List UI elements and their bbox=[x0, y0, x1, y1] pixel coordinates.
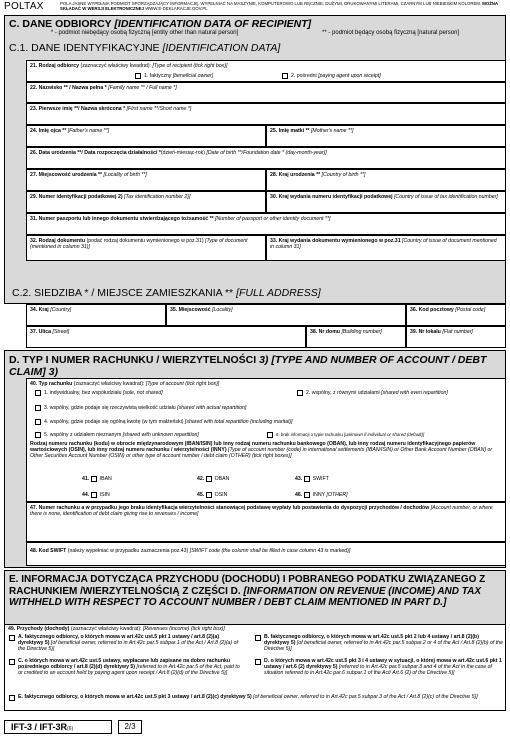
checkbox[interactable] bbox=[35, 390, 41, 396]
field-24-father-name[interactable]: 24. Imię ojca ** [Father's name **] bbox=[26, 125, 266, 147]
checkbox[interactable] bbox=[282, 73, 288, 79]
section-c-notes bbox=[5, 30, 505, 37]
note-natural: ** - podmiot będący osobą fizyczną [natural person] bbox=[322, 30, 460, 36]
checkbox[interactable] bbox=[9, 659, 15, 665]
revenue-option-a[interactable]: A. faktycznego odbiorcy, o których mowa w art.42c ust.5 pkt 1 ustawy / art.8 (2)(a) dyrektywy 5) [of beneficial owner, referred to in Art.42c par.5 subpar.1 of the Act / Art.8 (2)(a) of the Directive 5)] bbox=[9, 634, 245, 652]
checkbox[interactable] bbox=[135, 73, 141, 79]
footer bbox=[4, 720, 506, 736]
section-d-title: D. TYP I NUMER RACHUNKU / WIERZYTELNOŚCI 3) [TYPE AND NUMBER OF ACCOUNT / DEBT CLAIM] 3) bbox=[9, 354, 487, 378]
recipient-beneficial-option[interactable]: 1. faktyczny [beneficial owner] bbox=[135, 73, 213, 79]
code-43-swift[interactable]: 43. SWIFT bbox=[295, 476, 329, 482]
checkbox[interactable] bbox=[255, 635, 261, 641]
code-44-isin[interactable]: 44. ISIN bbox=[82, 492, 110, 498]
code-41-iban[interactable]: 41. IBAN bbox=[82, 476, 112, 482]
page-number: 2/3 bbox=[118, 720, 142, 734]
field-21-recipient-type: 21. Rodzaj odbiorcy (zaznaczyć właściwy kwadrat): [Type of recipient (tick right box)] 1. faktyczny [beneficial owner] 2. pośredni [paying agent upon receipt] bbox=[26, 60, 506, 82]
account-type-option-4[interactable]: 4. wspólny, gdzie podaje się ogólną kwotę (w tym małżeński) [shared with total repartition (including marital)] bbox=[35, 419, 292, 425]
field-25-mother-name[interactable]: 25. Imię matki ** [Mother's name **] bbox=[266, 125, 506, 147]
field-22-family-name[interactable]: 22. Nazwisko ** / Nazwa pełna * [Family name ** / Full name *] bbox=[26, 82, 506, 103]
field-34-country[interactable]: 34. Kraj [Country] bbox=[26, 304, 166, 326]
field-36-postal-code[interactable]: 36. Kod pocztowy [Postal code] bbox=[406, 304, 506, 326]
note-entity: * - podmiot niebędący osobą fizyczną [entity other than natural person] bbox=[50, 30, 239, 36]
checkbox[interactable] bbox=[91, 476, 97, 482]
field-47-account-number[interactable]: 47. Numer rachunku a w przypadku jego braku identyfikacja wierzytelności stanowiącej podstawę wypłaty lub postawienia do dyspozycji przychodów / dochodów [Account number, or where there is none, identification of debt claim giving rise to revenues / income] bbox=[26, 502, 506, 542]
field-27-locality-of-birth[interactable]: 27. Miejscowość urodzenia ** [Locality of birth **] bbox=[26, 169, 266, 191]
form-id: IFT-3 / IFT-3R(6) bbox=[4, 720, 112, 734]
code-45-osin[interactable]: 45. OSIN bbox=[197, 492, 228, 498]
header-note: POLA JASNE WYPEŁNIA PODMIOT SPORZĄDZAJĄCY INFORMACJĘ, WYPEŁNIAĆ NA MASZYNIE, KOMPUTEROWO LUB RĘCZNIE, DUŻYMI, DRUKOWANYMI LITERAMI, CZARNYM LUB NIEBIESKIM KOLOREM. bbox=[60, 1, 482, 6]
revenue-option-d[interactable]: D. o których mowa w art.42c ust.5 pkt 3 i 4 ustawy w sytuacji, o której mowa w art.42c ust.6 pkt 1 ustawy / art.6 (2) dyrektywy 5) [referred to in Art.42c par.5 subpar.3 and 4 of the Act in the case of situation referred to in Art.42c par.6 subpar.1 of the Act/ Art.6 (2) of the Directive 5)] bbox=[255, 658, 503, 676]
account-type-option-5[interactable]: 5. wspólny z udziałem nieznanym [shared with unknown repartition] bbox=[35, 432, 199, 438]
field-26-date-of-birth[interactable]: 26. Data urodzenia **/ Data rozpoczęcia działalności *(dzień-miesiąc-rok) [Date of birth **/Foundation date * (day-month-year)] bbox=[26, 147, 506, 169]
code-46-other[interactable]: 46. INNY [OTHER] bbox=[295, 492, 348, 498]
field-39-flat-number[interactable]: 39. Nr lokalu [Flat number] bbox=[406, 326, 506, 348]
header-instructions bbox=[60, 1, 506, 11]
header-note-electronic: MOŻNA SKŁADAĆ W WERSJI ELEKTRONICZNEJ bbox=[60, 1, 498, 12]
checkbox[interactable] bbox=[206, 476, 212, 482]
checkbox[interactable] bbox=[297, 390, 303, 396]
revenue-option-c[interactable]: C. o których mowa w art.42c ust.5 ustawy, wypłacane lub zapisane na dobro rachunku pośredniego odbiorcy / art.8 (2)(d) dyrektywy 5) [referred to in Art.42c par.5 of the Act, paid to or credited to an account held by paying agent upon receipt / Art.8 (2)(d) of the Directive 5)] bbox=[9, 658, 245, 676]
field-37-street[interactable]: 37. Ulica [Street] bbox=[26, 326, 306, 348]
account-type-option-1[interactable]: 1. indywidualny, bez współudziału [sole, not shared] bbox=[35, 390, 163, 396]
section-c1-title: C.1. DANE IDENTYFIKACYJNE [IDENTIFICATION DATA] bbox=[9, 42, 281, 54]
account-type-option-6[interactable]: 6. brak informacji o typie rachunku [unknown if individual or shared (default)] bbox=[267, 432, 424, 438]
section-c-title: C. DANE ODBIORCY [IDENTIFICATION DATA OF RECIPIENT] bbox=[9, 18, 312, 30]
account-type-option-3[interactable]: 3. wspólny, gdzie podaje się rzeczywistą wielkość udziału [shared with actual repartition] bbox=[35, 405, 246, 411]
field-38-building-number[interactable]: 38. Nr domu [Building number] bbox=[306, 326, 406, 348]
checkbox[interactable] bbox=[206, 492, 212, 498]
field-49-revenues: 49. Przychody (dochody) (zaznaczyć właściwy kwadrat): [Revenues (income) (tick right box)] A. faktycznego odbiorcy, o których mowa w art.42c ust.5 pkt 1 ustawy / art.8 (2)(a) dyrektywy 5) [of beneficial owner, referred to in Art.42c par.5 subpar.1 of the Act / Art.8 (2)(a) of the Directive 5)] B. faktycznego odbiorcy, o których mowa w art.42c ust.5 pkt 2 lub 4 ustawy / art.8 (2)(b) dyrektywy 5) [of beneficial owner, referred to in Art.42c par.5 subpar.2 or 4 of the Act / Art.8 (2)(b) of the Directive 5)] C. o których mowa w art.42c ust.5 ustawy, wypłacane lub zapisane na dobro rachunku pośredniego odbiorcy / art.8 (2)(d) dyrektywy 5) [referred to in Art.42c par.5 of the Act, paid to or credited to an account held by paying agent upon receipt / Art.8 (2)(d) of the Directive 5)] D. o których mowa w art.42c ust.5 pkt 3 i 4 ustawy w sytuacji, o której mowa w art.42c ust.6 pkt 1 ustawy / art.6 (2) dyrektywy 5) [referred to in Art.42c par.5 subpar.3 and 4 of the Act in the case of situation referred to in Art.42c par.6 subpar.1 of the Act/ Art.6 (2) of the Directive 5)] E. faktycznego odbiorcy, o których mowa w art.42c ust.5 pkt 3 ustawy / art.8 (2)(c) dyrektywy 5) [of beneficial owner, referred to in Art.42c par.5 subpar.3 of the Act / Art.8 (2)(c) of the Directive 5)] bbox=[4, 624, 506, 711]
header-note-url: WWW.E-DEKLARACJE.GOV.PL bbox=[145, 6, 208, 12]
checkbox[interactable] bbox=[9, 695, 15, 701]
revenue-option-b[interactable]: B. faktycznego odbiorcy, o których mowa w art.42c ust.5 pkt 2 lub 4 ustawy / art.8 (2)(b) dyrektywy 5) [of beneficial owner, referred to in Art.42c par.5 subpar.2 or 4 of the Act / Art.8 (2)(b) of the Directive 5)] bbox=[255, 634, 503, 652]
intl-account-code-label: Rodzaj numeru rachunku (kodu) w obrocie międzynarodowym (IBAN/ISIN) lub inny rodzaj numeru rachunku bankowego (OBAN), lub inny rodzaj numeru identyfikacyjnego papierów wartościowych (OSIN), lub inny rodzaj numeru rachunku / wierzytelności (INNY) [Type of account number (code) in international settlements (IBAN/ISIN) or Other Bank Account Number (OBAN) or Other Securities Account Number (OSIN) or other type of account number / debt claim (OTHER) (tick right boxes)] bbox=[30, 441, 493, 459]
field-33-document-country[interactable]: 33. Kraj wydania dokumentu wymienionego w poz.31 [Country of issue of document mentioned in column 31] bbox=[266, 235, 506, 261]
field-32-document-type[interactable]: 32. Rodzaj dokumentu (podać rodzaj dokumentu wymienionego w poz.31) [Type of document (mentioned in column 31)] bbox=[26, 235, 266, 261]
field-40-account-type: 40. Typ rachunku (zaznaczyć właściwy kwadrat): [Type of account (tick right box)] 1. indywidualny, bez współudziału [sole, not shared] 2. wspólny, z równymi udziałami [shared with even repartition] 3. wspólny, gdzie podaje się rzeczywistą wielkość udziału [shared with actual repartition] 4. wspólny, gdzie podaje się ogólną kwotę (w tym małżeński) [shared with total repartition (including marital)] 5. wspólny z udziałem nieznanym [shared with unknown repartition] 6. brak informacji o typie rachunku [unknown if individual or shared (default)] Rodzaj numeru rachunku (kodu) w obrocie międzynarodowym (IBAN/ISIN) lub inny rodzaj numeru rachunku bankowego (OBAN), lub inny rodzaj numeru identyfikacyjnego papierów wartościowych (OSIN), lub inny rodzaj numeru rachunku / wierzytelności (INNY) [Type of account number (code) in international settlements (IBAN/ISIN) or Other Bank Account Number (OBAN) or Other Securities Account Number (OSIN) or other type of account number / debt claim (OTHER) (tick right boxes)] 41. IBAN 42. OBAN 43. SWIFT 44. ISIN 45. OSIN 46. INNY [OTHER] bbox=[26, 378, 506, 502]
recipient-paying-agent-option[interactable]: 2. pośredni [paying agent upon receipt] bbox=[282, 73, 381, 79]
checkbox[interactable] bbox=[255, 659, 261, 665]
code-42-oban[interactable]: 42. OBAN bbox=[197, 476, 230, 482]
field-29-tax-id[interactable]: 29. Numer identyfikacji podatkowej 2) [Tax identification number 2)] bbox=[26, 191, 266, 213]
checkbox[interactable] bbox=[304, 476, 310, 482]
field-30-tax-id-country[interactable]: 30. Kraj wydania numeru identyfikacji podatkowej [Country of issue of tax identification number] bbox=[266, 191, 506, 213]
checkbox[interactable] bbox=[304, 492, 310, 498]
checkbox[interactable] bbox=[91, 492, 97, 498]
field-48-swift-code[interactable]: 48. Kod SWIFT (należy wypełniać w przypadku zaznaczenia poz.43) [SWIFT code (the column shall be filled in case column 43 is marked)] bbox=[26, 542, 506, 566]
account-type-option-2[interactable]: 2. wspólny, z równymi udziałami [shared with even repartition] bbox=[297, 390, 448, 396]
field-28-country-of-birth[interactable]: 28. Kraj urodzenia ** [Country of birth **] bbox=[266, 169, 506, 191]
checkbox[interactable] bbox=[35, 419, 41, 425]
section-c2-title: C.2. SIEDZIBA * / MIEJSCE ZAMIESZKANIA ** [FULL ADDRESS] bbox=[12, 287, 321, 299]
revenue-option-e[interactable]: E. faktycznego odbiorcy, o których mowa w art.42c ust.5 pkt 3 ustawy / art.8 (2)(c) dyrektywy 5) [of beneficial owner, referred to in Art.42c par.5 subpar.3 of the Act / Art.8 (2)(c) of the Directive 5)] bbox=[9, 694, 503, 701]
poltax-logo: POLTAX bbox=[4, 1, 44, 12]
field-23-first-name[interactable]: 23. Pierwsze imię **/ Nazwa skrócona * [First name **/Short name *] bbox=[26, 103, 506, 125]
checkbox[interactable] bbox=[35, 405, 41, 411]
section-e-title: E. INFORMACJA DOTYCZĄCA PRZYCHODU (DOCHODU) I POBRANEGO PODATKU ZWIĄZANEGO Z RACHUNKIEM /WIERZYTELNOŚCIĄ Z CZĘŚCI D. [INFORMATION ON REVENUE (INCOME) AND TAX WITHHELD WITH RESPECT TO ACCOUNT NUMBER / DEBT CLAIM MENTIONED IN PART D.] bbox=[9, 574, 486, 608]
field-35-locality[interactable]: 35. Miejscowość [Locality] bbox=[166, 304, 406, 326]
checkbox[interactable] bbox=[267, 432, 273, 438]
checkbox[interactable] bbox=[35, 432, 41, 438]
field-31-passport-number[interactable]: 31. Numer paszportu lub innego dokumentu stwierdzającego tożsamość ** [Number of passport or other identity document **] bbox=[26, 213, 506, 235]
checkbox[interactable] bbox=[9, 635, 15, 641]
